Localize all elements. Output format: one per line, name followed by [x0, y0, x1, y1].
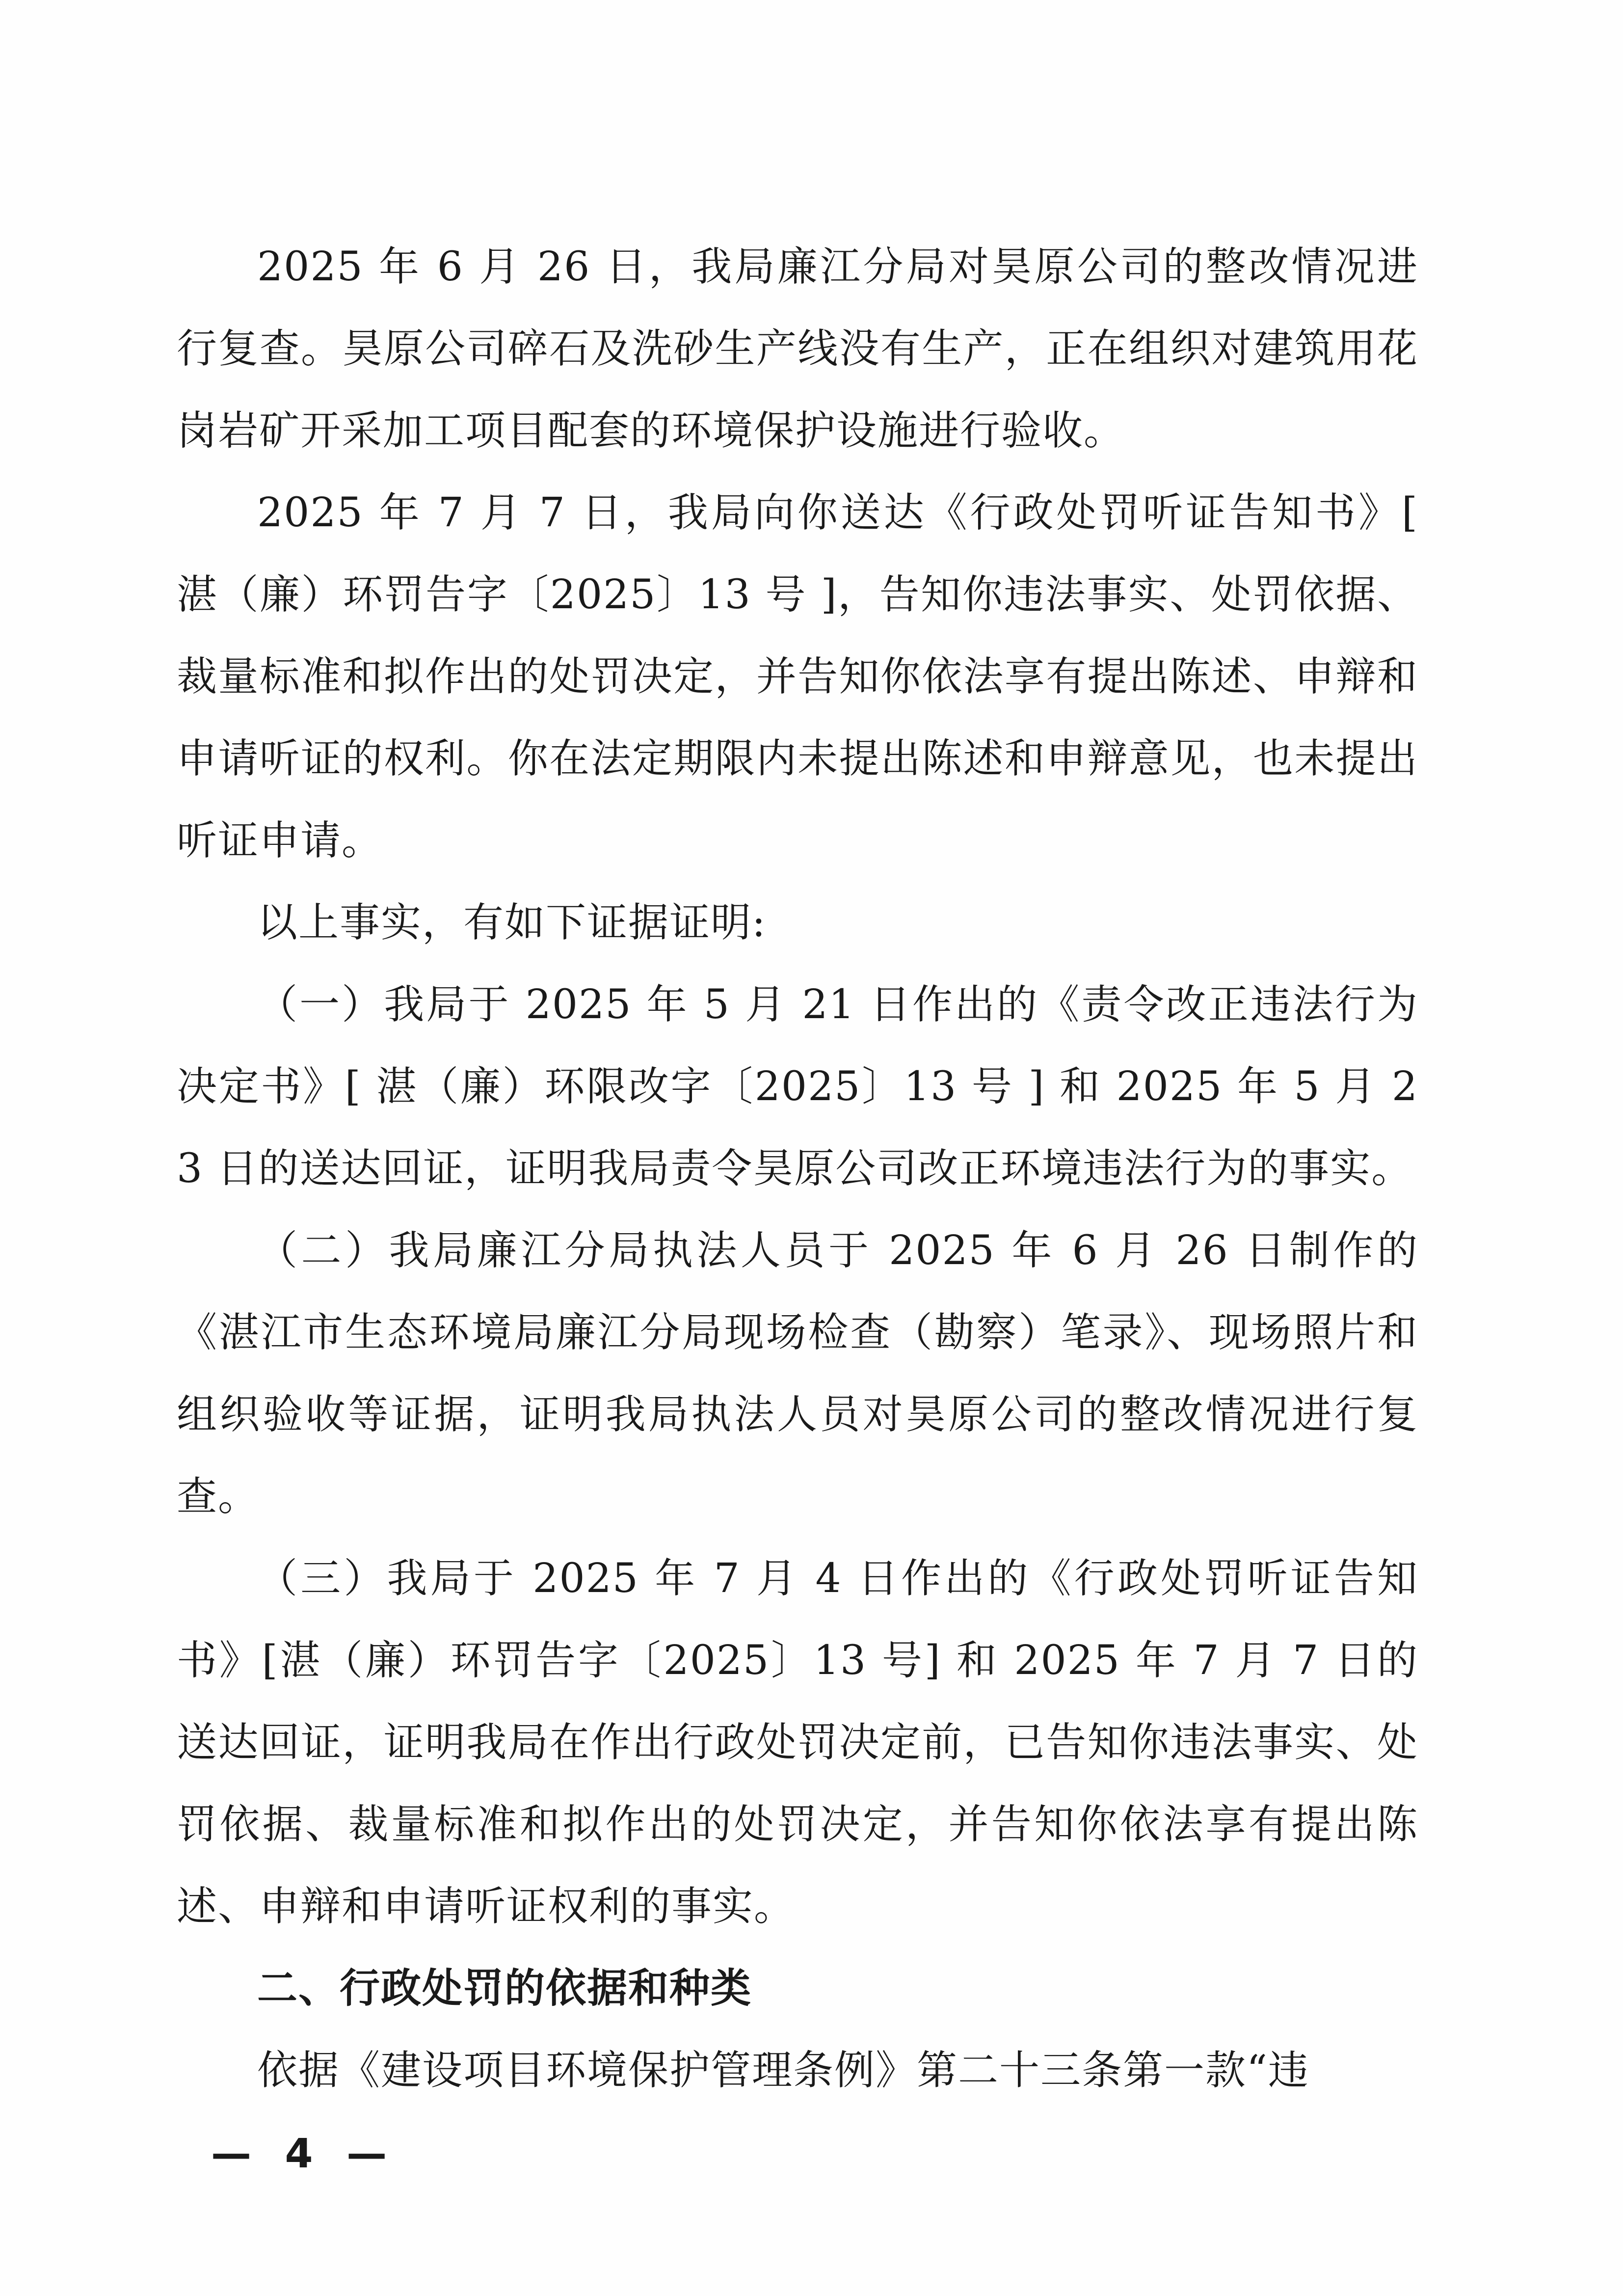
section-heading: 二、行政处罚的依据和种类 [257, 1965, 752, 2012]
paragraph-evidence-3: （三）我局于 2025 年 7 月 4 日作出的《行政处罚听证告知书》[湛（廉）环罚告字〔2025〕13 号] 和 2025 年 7 月 7 日的送达回证，证明我局在作出行政处罚决定前，已告知你违法事实、处罚依据、裁量标准和拟作出的处罚决定，并告知你依法享有提出陈述、申辩和申请听证权利的事实。 [177, 1555, 1418, 1930]
paragraph-evidence-intro: 以上事实，有如下证据证明: [257, 899, 767, 946]
paragraph-hearing-notice: 2025 年 7 月 7 日，我局向你送达《行政处罚听证告知书》[ 湛（廉）环罚告字〔2025〕13 号 ]，告知你违法事实、处罚依据、裁量标准和拟作出的处罚决定，并告知你依法享有提出陈述、申辩和申请听证的权利。你在法定期限内未提出陈述和申辩意见，也未提出听证申请。 [177, 489, 1418, 864]
paragraph-evidence-2: （二）我局廉江分局执法人员于 2025 年 6 月 26 日制作的《湛江市生态环境局廉江分局现场检查（勘察）笔录》、现场照片和组织验收等证据，证明我局执法人员对昊原公司的整改情况进行复查。 [177, 1227, 1418, 1520]
paragraph-legal-basis: 依据《建设项目环境保护管理条例》第二十三条第一款“违 [257, 2047, 1309, 2094]
page-number: — 4 — [211, 2131, 397, 2177]
paragraph-evidence-1: （一）我局于 2025 年 5 月 21 日作出的《责令改正违法行为决定书》[ 湛（廉）环限改字〔2025〕13 号 ] 和 2025 年 5 月 23 日的送达回证，证明我局责令昊原公司改正环境违法行为的事实。 [177, 981, 1418, 1192]
document-body [177, 226, 1418, 2111]
paragraph-reinspection: 2025 年 6 月 26 日，我局廉江分局对昊原公司的整改情况进行复查。昊原公司碎石及洗砂生产线没有生产，正在组织对建筑用花岗岩矿开采加工项目配套的环境保护设施进行验收。 [177, 243, 1418, 454]
